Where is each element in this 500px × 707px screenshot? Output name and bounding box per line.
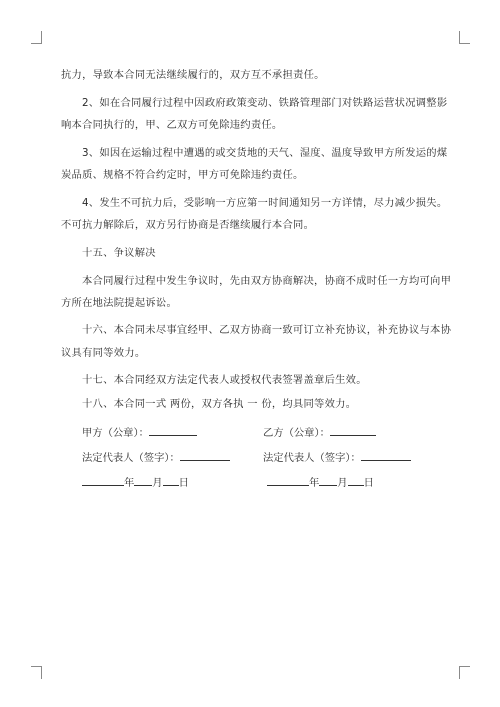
party-b-seal-label: 乙方（公章）： (263, 427, 330, 439)
day-label-a: 日 (178, 477, 189, 489)
crop-mark-bottom-right (459, 666, 470, 679)
clause-14-1-continuation: 抗力，导致本合同无法继续履行的，双方互不承担责任。 (61, 69, 325, 81)
clause-14-3-line-2: 炭品质、规格不符合约定时，甲方可免除违约责任。 (61, 169, 304, 181)
clause-14-3-line-1: 3、如因在运输过程中遭遇的或交货地的天气、湿度、温度导致甲方所发运的煤 (82, 147, 448, 159)
section-15-line-2: 方所在地法院提起诉讼。 (61, 297, 178, 309)
party-b-representative-label: 法定代表人（签字）： (263, 452, 361, 464)
party-b-year-blank (267, 474, 309, 486)
party-b-date-row (267, 474, 374, 490)
section-16-line-2: 议具有同等效力。 (61, 347, 146, 359)
party-a-seal-label: 甲方（公章）： (82, 427, 149, 439)
party-b-representative-blank (361, 449, 411, 461)
clause-14-2-line-1: 2、如在合同履行过程中因政府政策变动、铁路管理部门对铁路运营状况调整影 (82, 97, 448, 109)
section-17: 十七、本合同经双方法定代表人或授权代表签署盖章后生效。 (82, 374, 367, 386)
party-b-seal-blank (330, 424, 376, 436)
day-label-b: 日 (363, 477, 374, 489)
party-a-representative-blank (180, 449, 230, 461)
clause-14-2-line-2: 响本合同执行的，甲、乙双方可免除违约责任。 (61, 119, 283, 131)
party-b-seal-row (263, 424, 376, 440)
section-18: 十八、本合同一式 两份，双方各执 一 份，均具同等效力。 (82, 398, 357, 410)
party-b-representative-row (263, 449, 411, 465)
clause-14-4-line-1: 4、发生不可抗力后，受影响一方应第一时间通知另一方详情，尽力减少损失。 (82, 197, 448, 209)
section-16-line-1: 十六、本合同未尽事宜经甲、乙双方协商一致可订立补充协议，补充协议与本协 (82, 324, 452, 336)
party-a-seal-row (82, 424, 197, 440)
party-a-day-blank (163, 474, 179, 486)
year-label-a: 年 (124, 477, 135, 489)
month-label-a: 月 (152, 477, 163, 489)
party-a-representative-row (82, 449, 230, 465)
month-label-b: 月 (337, 477, 348, 489)
clause-14-4-line-2: 不可抗力解除后，双方另行协商是否继续履行本合同。 (61, 219, 315, 231)
section-15-heading: 十五、争议解决 (82, 247, 156, 259)
party-b-month-blank (319, 474, 337, 486)
year-label-b: 年 (309, 477, 320, 489)
party-b-day-blank (348, 474, 364, 486)
party-a-month-blank (134, 474, 152, 486)
party-a-date-row (82, 474, 189, 490)
party-a-seal-blank (149, 424, 197, 436)
section-15-line-1: 本合同履行过程中发生争议时，先由双方协商解决，协商不成时任一方均可向甲 (82, 275, 452, 287)
crop-mark-top-left (31, 31, 42, 44)
crop-mark-top-right (459, 31, 470, 44)
party-a-year-blank (82, 474, 124, 486)
party-a-representative-label: 法定代表人（签字）： (82, 452, 180, 464)
crop-mark-bottom-left (31, 666, 42, 679)
